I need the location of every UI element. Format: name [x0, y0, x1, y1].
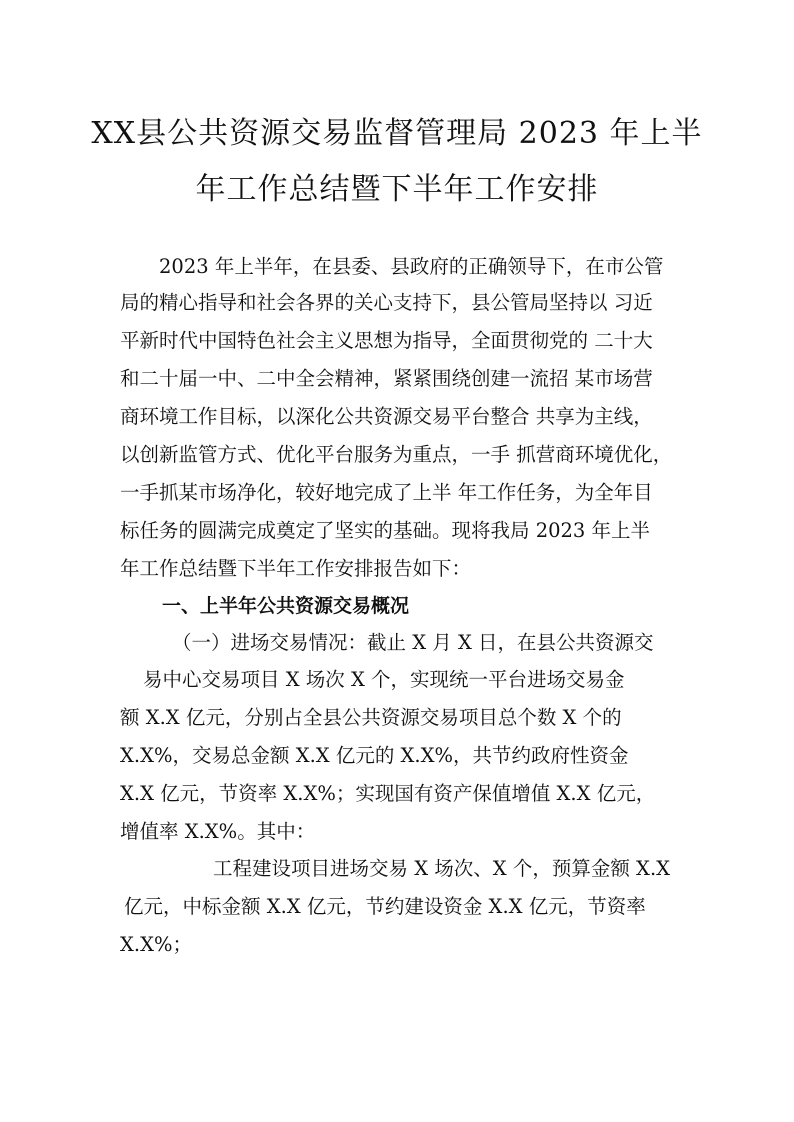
intro-line: 标任务的圆满完成奠定了坚实的基础。现将我局 2023 年上半: [120, 519, 651, 542]
intro-line: 2023 年上半年，在县委、县政府的正确领导下，在市公管: [159, 255, 664, 278]
detail-line: 工程建设项目进场交易 X 场次、X 个，预算金额 X.X: [213, 857, 671, 880]
intro-line: 平新时代中国特色社会主义思想为指导，全面贯彻党的 二十大: [120, 329, 653, 352]
section-heading: 一、上半年公共资源交易概况: [162, 595, 410, 617]
subsection-line: X.X%，交易总金额 X.X 亿元的 X.X%，共节约政府性资金: [120, 744, 629, 767]
subsection-line: X.X 亿元，节资率 X.X%；实现国有资产保值增值 X.X 亿元，: [120, 782, 656, 805]
document-title-line-1: XX县公共资源交易监督管理局 2023 年上半: [91, 116, 703, 151]
intro-line: 商环境工作目标，以深化公共资源交易平台整合 共享为主线，: [120, 405, 653, 428]
intro-line: 以创新监管方式、优化平台服务为重点，一手 抓营商环境优化，: [120, 443, 673, 466]
intro-line: 局的精心指导和社会各界的关心支持下，县公管局坚持以 习近: [120, 291, 653, 314]
intro-line: 一手抓某市场净化，较好地完成了上半 年工作任务，为全年目: [120, 481, 653, 504]
subsection-line: 增值率 X.X%。其中：: [120, 820, 316, 843]
intro-line: 年工作总结暨下半年工作安排报告如下：: [120, 557, 472, 580]
detail-line: X.X%；: [120, 933, 192, 956]
document-title-line-2: 年工作总结暨下半年工作安排: [195, 172, 599, 207]
subsection-line: 额 X.X 亿元，分别占全县公共资源交易项目总个数 X 个的: [120, 706, 622, 729]
intro-line: 和二十届一中、二中全会精神，紧紧围绕创建一流招 某市场营: [120, 367, 653, 390]
subsection-line: （一）进场交易情况：截止 X 月 X 日，在县公共资源交: [172, 631, 654, 654]
subsection-line: 易中心交易项目 X 场次 X 个，实现统一平台进场交易金: [143, 668, 625, 691]
detail-line: 亿元，中标金额 X.X 亿元，节约建设资金 X.X 亿元，节资率: [124, 895, 646, 918]
